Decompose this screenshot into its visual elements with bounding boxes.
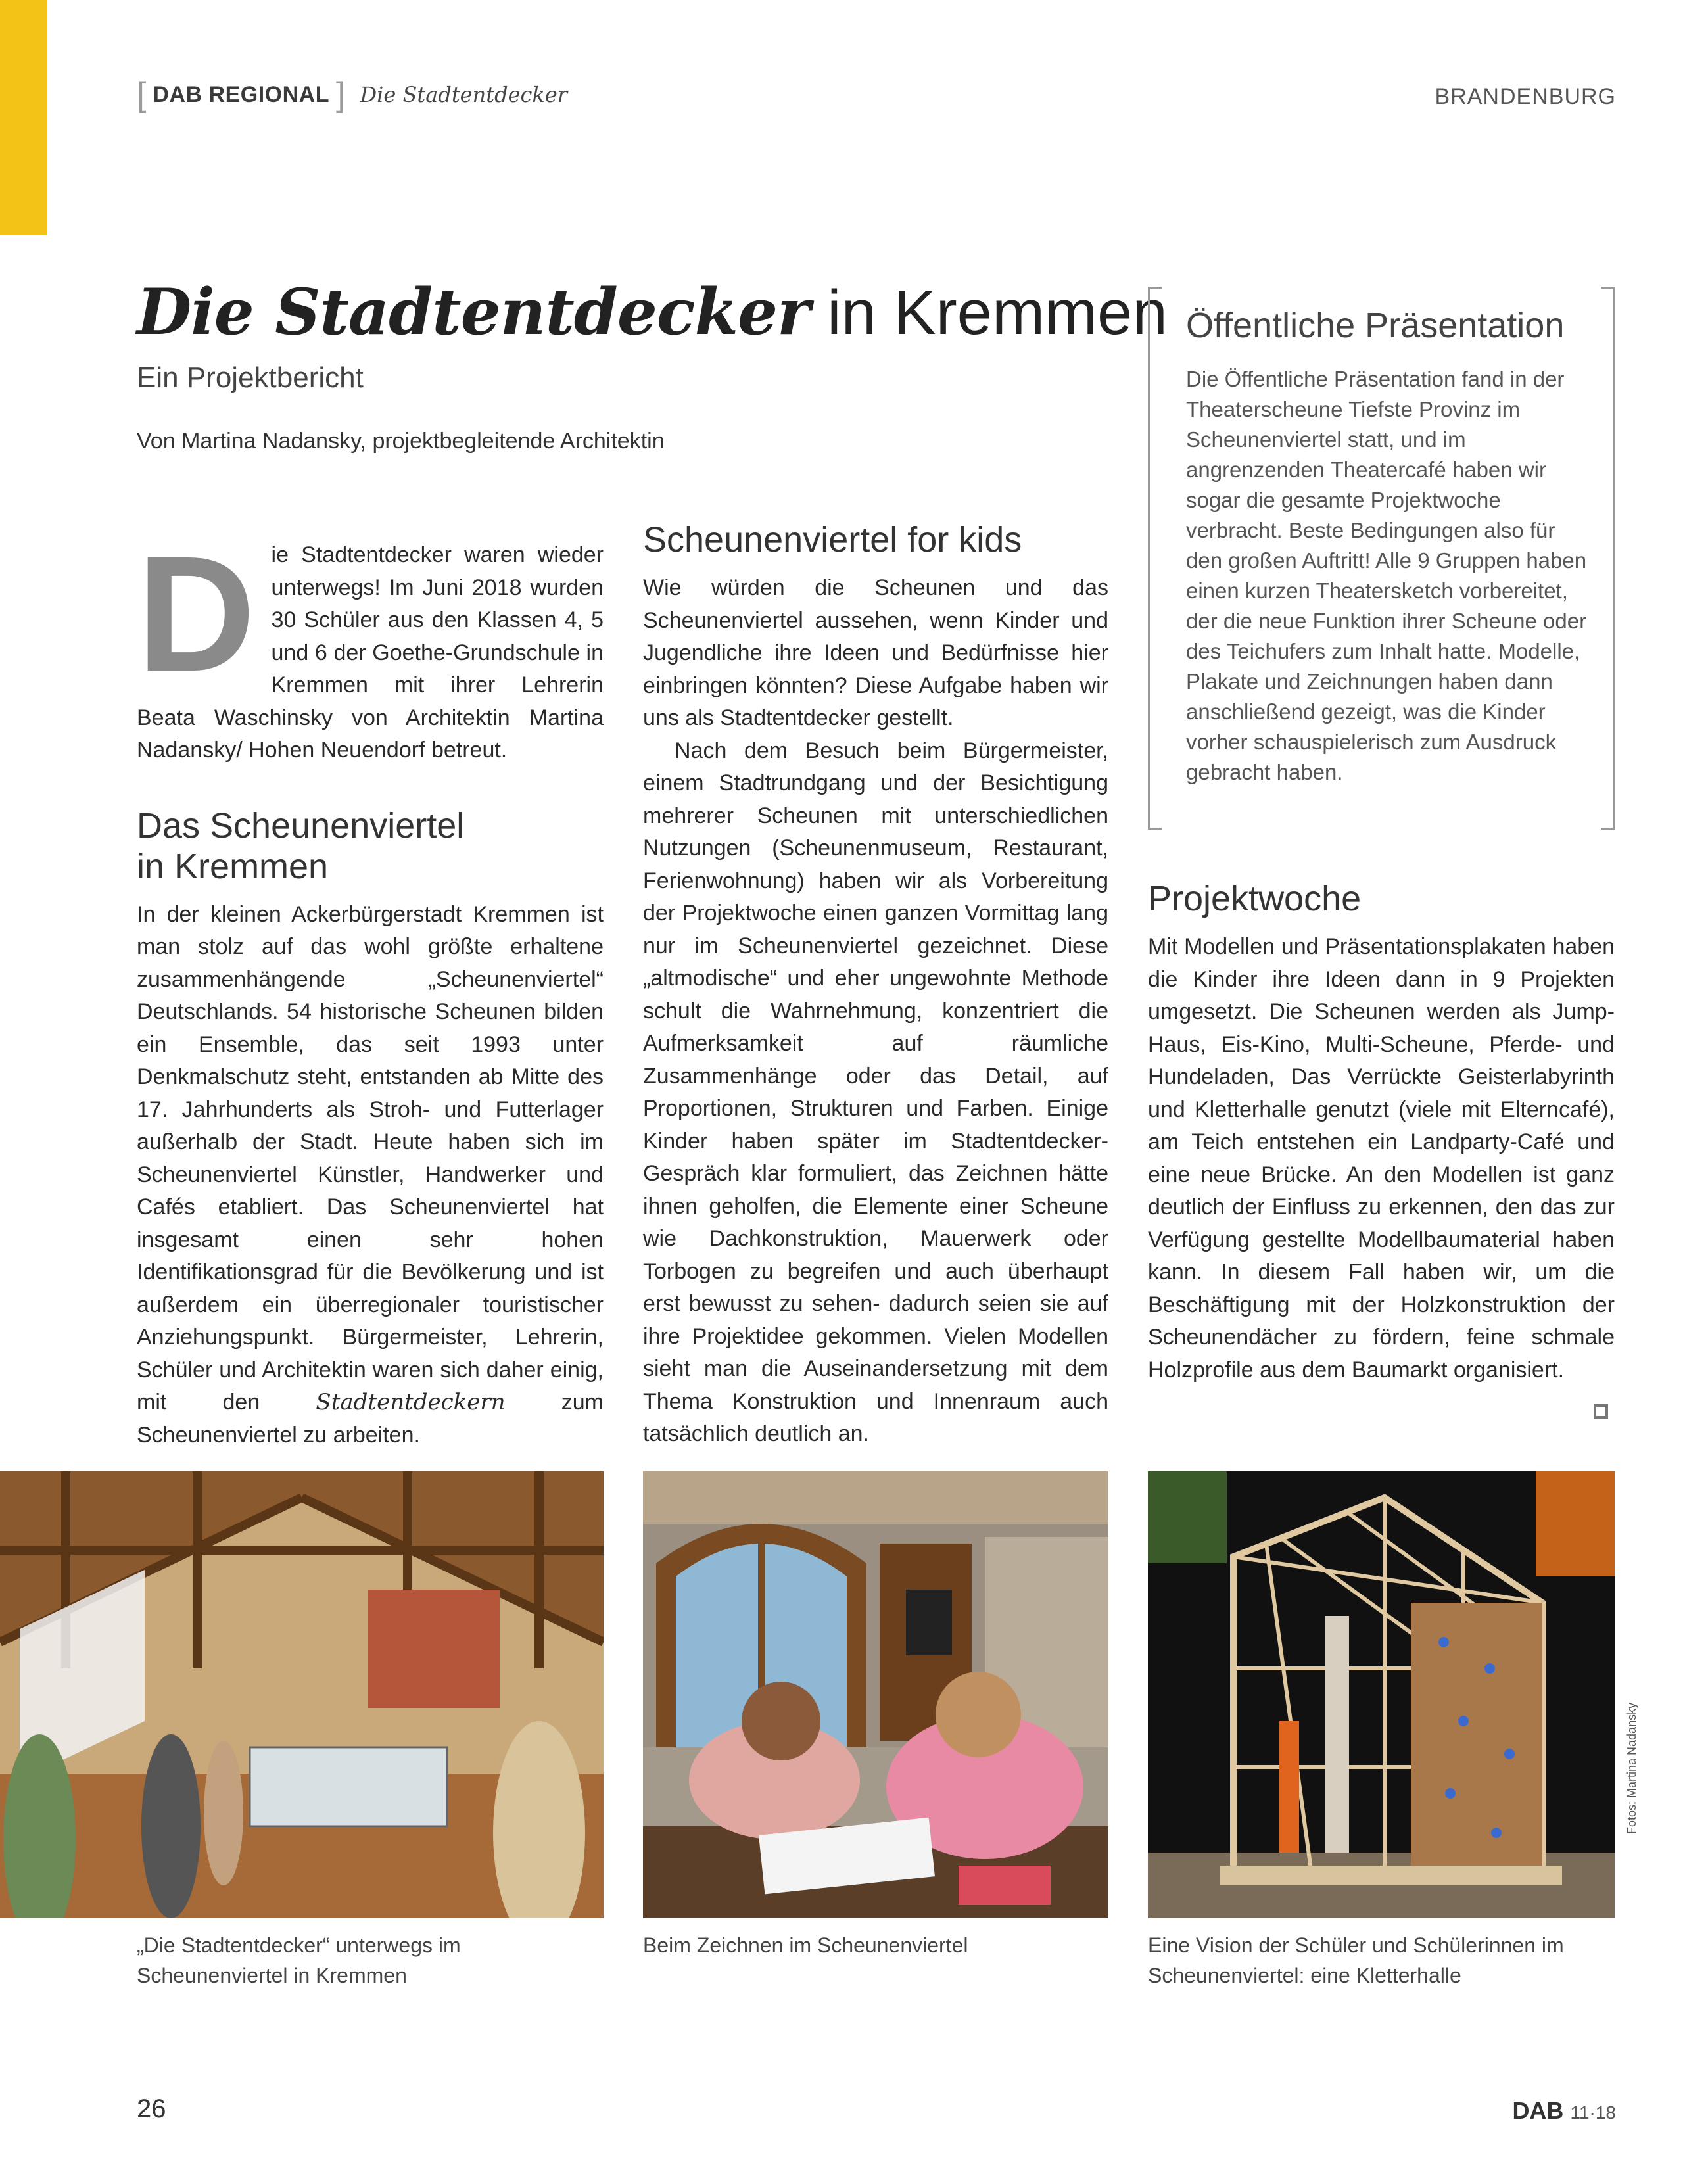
- article-end-square-icon: [1594, 1404, 1608, 1419]
- photo-caption-2: Beim Zeichnen im Scheunenviertel: [643, 1933, 968, 1957]
- bracket-close-icon: ]: [336, 76, 346, 114]
- children-drawing-illustration: [643, 1471, 1108, 1918]
- climbing-hall-model-illustration: [1148, 1471, 1615, 1918]
- kids-paragraph-1: Wie würden die Scheunen und das Scheunenviertel aussehen, wenn Kinder und Jugendliche ihre Ideen und Bedürfnisse hier einbringen könnten? Diese Aufgabe haben wir uns als Stadtentdecker gestellt.: [643, 575, 1108, 730]
- series-name: Die Stadtentdecker: [360, 82, 568, 107]
- magazine-name: DAB: [1512, 2097, 1564, 2124]
- photo-barn-interior: [0, 1471, 604, 1918]
- heading-line-1: Das Scheunenviertel: [137, 805, 465, 845]
- title-rest-part: in Kremmen: [809, 277, 1168, 348]
- sidebox-text: Die Öffentliche Präsentation fand in der Theaterscheune Tiefste Provinz im Scheunenviertel statt, und im angrenzenden Theatercafé haben wir sogar die gesamte Projektwoche verbracht. Beste Bedingungen also für den großen Auftritt! Alle 9 Gruppen haben einen kurzen Theatersketch vorbereitet, der die neue Funktion ihrer Scheune oder des Teichufers zum Inhalt hatte. Modelle, Plakate und Zeichnungen haben dann anschließend gezeigt, was die Kinder vorher schauspielerisch zum Ausdruck gebracht haben.: [1186, 367, 1587, 784]
- bracket-open-icon: [: [137, 76, 147, 114]
- sidebox-bracket-right: [1601, 287, 1615, 830]
- paragraph-text: In der kleinen Ackerbürgerstadt Kremmen ist man stolz auf das wohl größte erhaltene zusammenhängende „Scheunenviertel“ Deutschlands. 54 historische Scheunen bilden ein Ensemble, das seit 1993 unter Denkmalschutz steht, entstanden ab Mitte des 17. Jahrhunderts als Stroh- und Futterlager außerhalb der Stadt. Heute haben sich im Scheunenviertel Künstler, Handwerker und Cafés etabliert. Das Scheunenviertel hat insgesamt einen sehr hohen Identifikationsgrad für die Bevölkerung und ist außerdem ein überregionaler touristischer Anziehungspunkt. Bürgermeister, Lehrerin, Schüler und Architektin waren sich daher einig, mit den: [137, 901, 604, 1415]
- article-subtitle: Ein Projektbericht: [137, 362, 364, 394]
- photo-caption-3: Eine Vision der Schüler und Schülerinnen im Scheunenviertel: eine Kletterhalle: [1148, 1933, 1564, 1987]
- section-color-tab: [0, 0, 47, 235]
- drop-cap: D: [137, 522, 256, 705]
- projektwoche-paragraph: Mit Modellen und Präsentationsplakaten haben die Kinder ihre Ideen dann in 9 Projekten umgesetzt. Die Scheunen werden als Jump-Haus, Eis-Kino, Multi-Scheune, Pferde- und Hundeladen, Das Verrückte Geisterlabyrinth und Kletterhalle genutzt (viele mit Elterncafé), am Teich entstehen ein Landparty-Café und eine neue Brücke. An den Modellen ist ganz deutlich der Einfluss zu erkennen, den das zur Verfügung gestellte Modellbaumaterial haben kann. In diesem Fall haben wir, um die Beschäftigung mit der Holzkonstruktion der Scheunendächer zu fördern, feine schmale Holzprofile aus dem Baumarkt organisiert.: [1148, 934, 1615, 1382]
- article-title: [137, 275, 1168, 349]
- region-label: BRANDENBURG: [1435, 84, 1616, 109]
- section-name: DAB REGIONAL: [153, 82, 330, 107]
- page-number: 26: [137, 2094, 166, 2123]
- photo-climbing-hall-model: [1148, 1471, 1615, 1918]
- photo-credit: Fotos: Martina Nadansky: [1625, 1702, 1638, 1834]
- issue-number: 11·18: [1570, 2102, 1616, 2123]
- column-2: [643, 519, 1108, 1451]
- intro-text: ie Stadtentdecker waren wieder unterwegs! Im Juni 2018 wurden 30 Schüler aus den Klassen 4, 5 und 6 der Goethe-Grundschule in Kremmen mit ihrer Lehrerin Beata Waschinsky von Architektin Martina Nadansky/ Hohen Neuendorf betreut.: [137, 542, 604, 763]
- heading-line-2: in Kremmen: [137, 846, 329, 886]
- title-script-part: Die Stadtentdecker: [137, 275, 810, 349]
- paragraph-text-end: zum Scheunenviertel zu arbeiten.: [137, 1390, 604, 1448]
- barn-interior-illustration: [0, 1471, 604, 1918]
- photo-caption-1: „Die Stadtentdecker“ unterwegs im Scheunenviertel in Kremmen: [137, 1933, 461, 1987]
- article-author: Von Martina Nadansky, projektbegleitende Architektin: [137, 429, 665, 454]
- sidebar-box: [1148, 287, 1615, 826]
- footer-issue-label: [1512, 2097, 1616, 2125]
- scheunenviertel-paragraph: [137, 899, 604, 1452]
- column-3: [1148, 878, 1615, 1386]
- page-header: [137, 78, 1616, 117]
- header-section-label: [137, 78, 567, 112]
- sidebox-title: Öffentliche Präsentation: [1186, 306, 1565, 345]
- column-1: [137, 522, 604, 1452]
- section-heading-scheunenviertel: [137, 805, 604, 887]
- sidebox-bracket-left: [1148, 287, 1162, 830]
- intro-paragraph: [137, 522, 604, 767]
- script-word: Stadtentdeckern: [316, 1389, 506, 1415]
- kids-paragraph-2: Nach dem Besuch beim Bürgermeister, einem Stadtrundgang und der Besichtigung mehrerer Scheunen mit unterschiedlichen Nutzungen (Scheunenmuseum, Restaurant, Ferienwohnung) haben wir als Vorbereitung der Projektwoche einen ganzen Vormittag lang nur im Scheunenviertel gezeichnet. Diese „altmodische“ und eher ungewohnte Methode schult die Wahrnehmung, konzentriert die Aufmerksamkeit auf räumliche Zusammenhänge oder das Detail, auf Proportionen, Strukturen und Farben. Einige Kinder haben später im Stadtentdecker-Gespräch klar formuliert, das Zeichnen hätte ihnen geholfen, die Elemente einer Scheune wie Dachkonstruktion, Mauerwerk oder Torbogen zu begreifen und auch überhaupt erst bewusst zu sehen- dadurch seien sie auf ihre Projektidee gekommen. Vielen Modellen sieht man die Auseinandersetzung mit dem Thema Konstruktion und Innenraum auch tatsächlich deutlich an.: [643, 738, 1108, 1446]
- section-heading-projektwoche: Projektwoche: [1148, 879, 1362, 918]
- section-heading-kids: Scheunenviertel for kids: [643, 520, 1022, 559]
- photo-children-drawing: [643, 1471, 1108, 1918]
